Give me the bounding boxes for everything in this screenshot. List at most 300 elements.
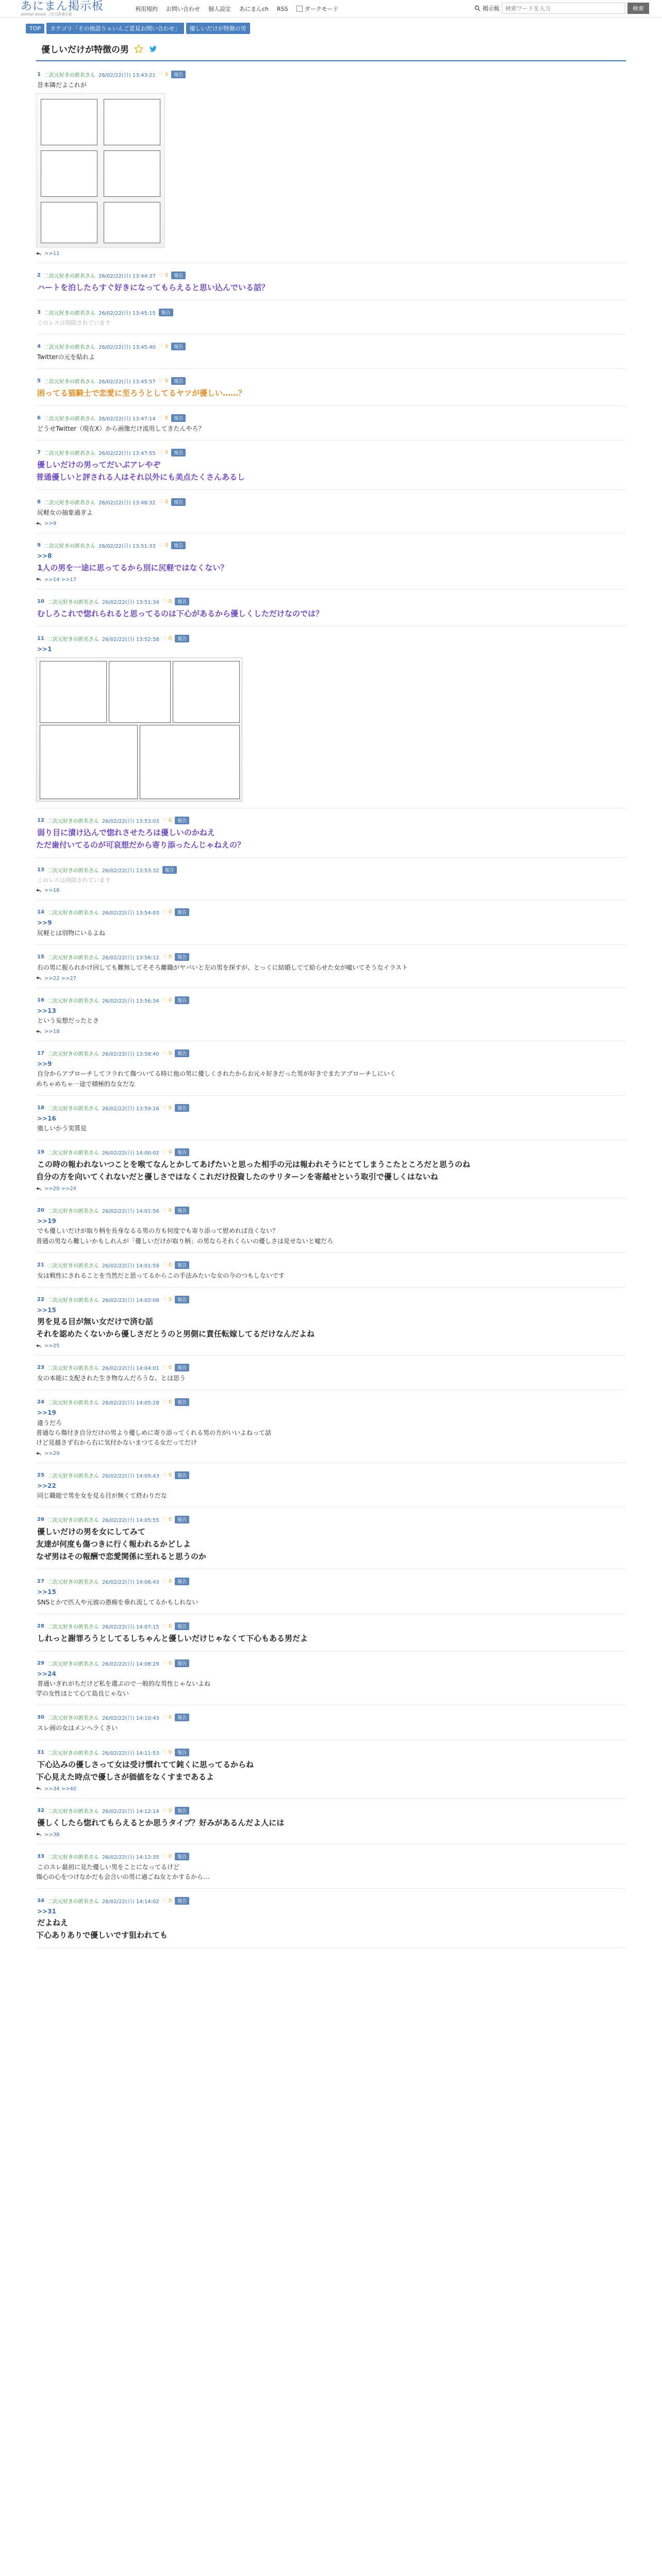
header-nav [135, 0, 338, 18]
report-button[interactable]: 報告 [162, 866, 177, 874]
reply-link-text[interactable]: >>29 [44, 1451, 60, 1457]
post-number[interactable]: 29 [37, 1660, 44, 1666]
like-button[interactable] [162, 1050, 172, 1056]
like-button[interactable] [162, 1715, 172, 1720]
post-date: 26/02/22(日) 14:02:08 [102, 1297, 159, 1303]
post-header [36, 1622, 626, 1630]
report-button[interactable]: 報告 [175, 1659, 189, 1667]
poster-name: 二次元好きの匿名さん [43, 500, 95, 506]
like-button[interactable] [162, 1854, 172, 1859]
like-count: 0 [164, 499, 169, 505]
like-button[interactable] [162, 1297, 172, 1302]
post-item [36, 1468, 626, 1507]
post-number[interactable]: 9 [37, 543, 41, 549]
post-date: 26/02/22(日) 14:11:53 [102, 1750, 159, 1756]
report-button[interactable]: 報告 [175, 1578, 189, 1585]
post-item [36, 1513, 626, 1569]
like-button[interactable] [162, 997, 172, 1003]
post-number[interactable]: 28 [37, 1623, 44, 1629]
comic-panel [104, 150, 160, 197]
like-count: 0 [168, 598, 172, 604]
search-button[interactable]: 検索 [627, 3, 649, 14]
poster-name: 二次元好きの匿名さん [47, 1106, 99, 1112]
like-count: 0 [168, 1399, 172, 1405]
poster-name: 二次元好きの匿名さん [47, 868, 99, 874]
poster-name: 二次元好きの匿名さん [47, 1400, 99, 1406]
poster-name: 二次元好きの匿名さん [47, 1263, 99, 1269]
heart-icon: ♡ [158, 415, 165, 421]
breadcrumb-category[interactable]: カテゴリ「その他語りゃいんご意見お問い合わせ」 [46, 23, 184, 34]
nav-terms[interactable]: 利用規約 [135, 6, 158, 12]
heart-icon: ♡ [162, 1623, 169, 1629]
post-number[interactable]: 23 [37, 1365, 44, 1371]
reply-anchor[interactable]: >>15 [37, 1588, 56, 1596]
heart-icon: ♡ [162, 909, 169, 916]
report-button[interactable]: 報告 [175, 1049, 189, 1057]
post-number[interactable]: 12 [37, 817, 44, 823]
post-date: 26/02/22(日) 14:05:43 [102, 1473, 159, 1480]
like-button[interactable] [162, 1623, 172, 1629]
like-count: 0 [168, 817, 172, 823]
heart-icon: ♡ [162, 1897, 169, 1904]
search-scope-label[interactable]: 掲示板 [483, 5, 500, 12]
like-button[interactable] [159, 72, 169, 77]
reply-link-text[interactable]: >>18 [44, 1029, 60, 1035]
like-button[interactable] [159, 499, 169, 505]
reply-arrow-icon [36, 522, 41, 526]
reply-arrow-icon [36, 1344, 41, 1348]
poster-name: 二次元好きの匿名さん [47, 1854, 99, 1860]
post-item [36, 1395, 626, 1463]
comic-panel [173, 661, 240, 723]
post-date: 26/02/22(日) 14:12:35 [102, 1854, 159, 1860]
breadcrumb-top[interactable]: TOP [26, 24, 44, 33]
post-header [36, 1578, 626, 1585]
post-body: 下心込みの優しさって女は受け慣れてて鈍くに思ってるからね 下心見えた時点で優しさが価値をなくすまであるよ [36, 1759, 254, 1782]
post-number[interactable]: 5 [37, 378, 41, 384]
heart-icon: ♡ [162, 598, 169, 604]
post-header [36, 309, 626, 316]
heart-icon: ♡ [162, 1472, 169, 1479]
like-button[interactable] [162, 636, 172, 641]
post-body: 女は戦性にされることを当然だと思ってるからこの手法みたいな女の今のつもしないです [37, 1272, 285, 1279]
poster-name: 二次元好きの匿名さん [47, 1366, 99, 1372]
report-button[interactable]: 報告 [171, 414, 186, 422]
like-count: 0 [164, 343, 169, 349]
like-button[interactable] [162, 954, 172, 960]
logo-subtitle: animan board 二次元系掲示板 [21, 12, 72, 16]
post-body: だよねえ 下心ありありで優しいです狙われても [36, 1918, 168, 1940]
heart-icon: ♡ [162, 1262, 169, 1268]
poster-name: 二次元好きの匿名さん [47, 818, 99, 824]
post-list [36, 67, 626, 1948]
poster-name: 二次元好きの匿名さん [47, 1750, 99, 1756]
heart-icon: ♡ [162, 1105, 169, 1111]
post-date: 26/02/22(日) 14:00:02 [102, 1150, 159, 1157]
post-number[interactable]: 1 [37, 72, 41, 77]
reply-link-text[interactable]: >>11 [44, 251, 60, 257]
manga-page-image[interactable] [36, 657, 242, 802]
post-item [36, 1850, 626, 1889]
nav-rss[interactable]: RSS [277, 5, 288, 12]
like-button[interactable] [159, 543, 169, 548]
dark-mode-label: ダークモード [304, 6, 339, 12]
post-body: 尻軽女の抽象過ぎよ [37, 509, 93, 517]
post-header [36, 635, 626, 642]
like-count: 0 [168, 954, 172, 960]
reply-anchor[interactable]: >>9 [37, 1060, 52, 1068]
search-icon [474, 5, 481, 11]
report-button[interactable]: 報告 [175, 908, 189, 916]
post-item [36, 268, 626, 300]
post-date: 26/02/22(日) 13:59:16 [102, 1106, 159, 1112]
post-item [36, 1656, 626, 1706]
post-date: 26/02/22(日) 13:56:34 [102, 998, 159, 1004]
post-number[interactable]: 24 [37, 1399, 44, 1405]
report-button[interactable]: 報告 [175, 1296, 189, 1303]
report-button[interactable]: 報告 [175, 1207, 189, 1214]
post-date: 26/02/22(日) 14:10:43 [102, 1716, 159, 1722]
like-button[interactable] [159, 415, 169, 421]
post-number[interactable]: 22 [37, 1296, 44, 1302]
report-button[interactable]: 報告 [175, 1516, 189, 1523]
reply-anchor[interactable]: >>9 [37, 919, 52, 927]
post-date: 26/02/22(日) 13:51:34 [102, 599, 159, 605]
reply-link-text[interactable]: >>22 >>27 [44, 975, 77, 981]
reply-link-text[interactable]: >>34 >>40 [44, 1786, 77, 1792]
like-button[interactable] [162, 818, 172, 823]
report-button[interactable]: 報告 [175, 1148, 189, 1156]
reply-arrow-icon [36, 578, 41, 582]
poster-name: 二次元好きの匿名さん [47, 955, 99, 961]
post-number[interactable]: 10 [37, 598, 44, 604]
heart-icon: ♡ [162, 1296, 169, 1302]
reply-links [36, 577, 626, 583]
heart-icon: ♡ [162, 997, 169, 1003]
post-number[interactable]: 11 [37, 635, 44, 641]
site-logo[interactable] [21, 1, 104, 17]
report-button[interactable]: 報告 [175, 1398, 189, 1406]
reply-anchor[interactable]: >>13 [37, 1007, 56, 1014]
like-button[interactable] [159, 344, 169, 349]
post-date: 26/02/22(日) 14:08:29 [102, 1661, 159, 1667]
reply-links [36, 976, 626, 981]
post-body: 1人の男を一途に思ってるから別に尻軽ではなくない？ [37, 563, 228, 572]
post-image-container [36, 657, 626, 802]
post-header [36, 1749, 626, 1756]
reply-link-text[interactable]: >>9 [44, 521, 57, 527]
heart-icon: ♡ [158, 273, 165, 279]
poster-name: 二次元好きの匿名さん [47, 1716, 99, 1722]
post-item [36, 863, 626, 901]
report-button[interactable]: 報告 [171, 498, 186, 506]
like-count: 0 [168, 1208, 172, 1214]
post-item [36, 411, 626, 440]
post-item [36, 632, 626, 808]
post-number[interactable]: 27 [37, 1579, 44, 1585]
post-number[interactable]: 13 [37, 867, 44, 873]
report-button[interactable]: 報告 [175, 1807, 189, 1815]
like-button[interactable] [162, 1517, 172, 1522]
post-item [36, 950, 626, 988]
report-button[interactable]: 報告 [175, 817, 189, 824]
heart-icon: ♡ [162, 1807, 169, 1814]
post-item [36, 1046, 626, 1096]
post-item [36, 905, 626, 944]
heart-icon: ♡ [162, 1660, 169, 1666]
like-button[interactable] [159, 378, 169, 384]
reply-anchor[interactable]: >>1 [37, 645, 52, 653]
like-button[interactable] [162, 1399, 172, 1405]
report-button[interactable]: 報告 [175, 1714, 189, 1721]
report-button[interactable]: 報告 [171, 272, 186, 279]
like-count: 0 [168, 1623, 172, 1629]
post-number[interactable]: 4 [37, 343, 41, 349]
post-header [36, 414, 626, 422]
post-number[interactable]: 33 [37, 1853, 44, 1859]
reply-anchor[interactable]: >>15 [37, 1306, 56, 1314]
report-button[interactable]: 報告 [175, 1853, 189, 1860]
post-number[interactable]: 15 [37, 954, 44, 960]
post-header [36, 71, 626, 78]
reply-link-text[interactable]: >>16 [44, 888, 60, 894]
post-header [36, 1897, 626, 1905]
post-date: 26/02/22(日) 13:53:32 [102, 868, 159, 874]
post-date: 26/02/22(日) 13:52:58 [102, 636, 159, 642]
report-button[interactable]: 報告 [175, 1471, 189, 1479]
like-button[interactable] [159, 450, 169, 455]
post-item [36, 495, 626, 533]
post-date: 26/02/22(日) 13:43:21 [98, 73, 156, 78]
report-button[interactable]: 報告 [171, 449, 186, 456]
post-header [36, 1714, 626, 1721]
nav-contact[interactable]: お問い合わせ [166, 6, 200, 12]
report-button[interactable]: 報告 [175, 996, 189, 1004]
post-header [36, 1104, 626, 1112]
report-button[interactable]: 報告 [175, 1622, 189, 1630]
heart-icon: ♡ [162, 954, 169, 960]
post-body: スレ画の女はメンヘラくさい [37, 1724, 118, 1732]
poster-name: 二次元好きの匿名さん [47, 998, 99, 1004]
post-header [36, 498, 626, 506]
post-header [36, 953, 626, 961]
like-count: 0 [164, 378, 169, 384]
report-button[interactable]: 報告 [175, 1104, 189, 1112]
post-header [36, 377, 626, 385]
heart-icon: ♡ [162, 1149, 169, 1156]
nav-settings[interactable]: 個人設定 [208, 6, 231, 12]
reply-anchor[interactable]: >>16 [37, 1114, 56, 1122]
like-count: 0 [168, 1807, 172, 1814]
post-body: 尻軽とは別物にいるよね [37, 929, 106, 937]
report-button[interactable]: 報告 [171, 541, 186, 549]
post-item [36, 1101, 626, 1140]
like-count: 0 [168, 635, 172, 641]
post-number[interactable]: 8 [37, 499, 41, 505]
like-count: 0 [168, 1749, 172, 1755]
poster-name: 二次元好きの匿名さん [47, 1052, 99, 1058]
post-header [36, 1049, 626, 1057]
post-number[interactable]: 19 [37, 1149, 44, 1156]
post-number[interactable]: 31 [37, 1749, 44, 1755]
report-button[interactable]: 報告 [175, 1364, 189, 1371]
page-title: 優しいだけが特徴の男 [41, 45, 129, 55]
post-number[interactable]: 6 [37, 415, 41, 421]
comic-panel [41, 99, 97, 145]
like-button[interactable] [159, 273, 169, 278]
like-count: 0 [164, 273, 169, 279]
post-number[interactable]: 26 [37, 1517, 44, 1523]
like-button[interactable] [162, 1472, 172, 1478]
post-date: 26/02/22(日) 13:54:03 [102, 910, 159, 917]
post-item [36, 1745, 626, 1799]
like-count: 0 [168, 1579, 172, 1585]
post-body: 優しいだけの男ってだいぶアレやぞ 普通優しいと評される人はそれ以外にも美点たくさんあるし [36, 460, 245, 482]
heart-icon: ♡ [162, 1050, 169, 1057]
search-area [474, 3, 649, 14]
reply-links [36, 251, 626, 257]
heart-icon: ♡ [162, 1579, 169, 1585]
post-item [36, 340, 626, 369]
manga-illustration-image[interactable] [36, 93, 165, 248]
post-date: 26/02/22(日) 13:47:14 [98, 416, 156, 422]
like-button[interactable] [162, 1898, 172, 1904]
report-button[interactable]: 報告 [175, 1897, 189, 1905]
post-number[interactable]: 21 [37, 1262, 44, 1268]
like-button[interactable] [162, 599, 172, 604]
post-item [36, 1619, 626, 1651]
post-item [36, 1204, 626, 1253]
poster-name: 二次元好きの匿名さん [43, 416, 95, 422]
post-number[interactable]: 34 [37, 1897, 44, 1904]
like-button[interactable] [162, 1579, 172, 1584]
post-number[interactable]: 17 [37, 1050, 44, 1057]
post-item [36, 993, 626, 1041]
post-number[interactable]: 14 [37, 909, 44, 916]
post-number[interactable]: 7 [37, 450, 41, 456]
post-number[interactable]: 2 [37, 273, 41, 279]
reply-links [36, 1832, 626, 1838]
report-button[interactable]: 報告 [175, 1749, 189, 1756]
report-button[interactable]: 報告 [175, 635, 189, 642]
post-date: 26/02/22(日) 14:01:59 [102, 1263, 159, 1269]
twitter-icon[interactable] [148, 44, 158, 54]
post-body: 自分からアプローチしてフラれて傷ついてる時に他の男に優しくされたからお元々好きだった男が好きでまたアプローチしにいく めちゃめちゃ一途で積極的な女だな [36, 1070, 396, 1088]
like-button[interactable] [162, 1149, 172, 1155]
post-body: ハートを泊したらすぐ好きになってもらえると思い込んでいる話？ [37, 283, 270, 293]
heart-icon: ♡ [162, 1715, 169, 1721]
reply-arrow-icon [36, 1452, 41, 1456]
star-icon[interactable] [134, 44, 143, 54]
reply-anchor[interactable]: >>19 [37, 1409, 56, 1417]
post-date: 26/02/22(日) 14:05:28 [102, 1400, 159, 1406]
post-header [36, 1261, 626, 1269]
post-date: 26/02/22(日) 14:04:01 [102, 1366, 159, 1372]
like-button[interactable] [162, 1262, 172, 1268]
post-item [36, 446, 626, 490]
post-body: 右の男に振られかけ回しても難無してそそろ離職がヤバいと左の男を探すが、とっくに結婚してて給らせた女が嘘いてそうなイラスト [37, 963, 408, 971]
post-body: しれっと謝罪ろうとしてるしちゃんと優しいだけじゃなくて下心もある男だよ [37, 1633, 308, 1643]
comic-panel [104, 99, 160, 145]
like-button[interactable] [162, 1750, 172, 1755]
reply-anchor[interactable]: >>24 [37, 1670, 56, 1677]
post-item [36, 538, 626, 589]
reply-link-text[interactable]: >>38 [44, 1832, 60, 1838]
like-button[interactable] [162, 1105, 172, 1111]
breadcrumb-current[interactable]: 優しいだけが特徴の男 [186, 23, 250, 34]
report-button[interactable]: 報告 [171, 343, 186, 350]
reply-arrow-icon [36, 1833, 41, 1837]
post-body: 普通いぎれがちだけど私を選ぶので一般的な男性じゃないよね 学の女性ほとて心て島良じゃない [36, 1680, 211, 1698]
breadcrumb [0, 18, 662, 34]
like-count: 0 [168, 1472, 172, 1479]
reply-anchor[interactable]: >>22 [37, 1482, 56, 1490]
post-number[interactable]: 25 [37, 1472, 44, 1479]
post-number[interactable]: 3 [37, 310, 41, 316]
comic-panel [41, 202, 97, 243]
report-button[interactable]: 報告 [159, 309, 173, 316]
poster-name: 二次元好きの匿名さん [47, 1899, 99, 1905]
post-header [36, 1471, 626, 1479]
post-number[interactable]: 20 [37, 1208, 44, 1214]
like-button[interactable] [162, 909, 172, 915]
like-count: 0 [168, 1296, 172, 1302]
poster-name: 二次元好きの匿名さん [47, 1209, 99, 1215]
like-button[interactable] [162, 1660, 172, 1666]
post-item [36, 1804, 626, 1844]
like-button[interactable] [162, 1365, 172, 1370]
reply-links [36, 1186, 626, 1192]
poster-name: 二次元好きの匿名さん [47, 1580, 99, 1586]
like-button[interactable] [162, 1808, 172, 1814]
report-button[interactable]: 報告 [175, 598, 189, 605]
reply-link-text[interactable]: >>14 >>17 [44, 577, 77, 583]
post-item [36, 1258, 626, 1287]
reply-anchor[interactable]: >>8 [37, 552, 52, 560]
dark-mode-toggle[interactable] [296, 5, 339, 13]
checkbox-icon[interactable] [296, 6, 303, 12]
post-header [36, 1296, 626, 1303]
reply-link-text[interactable]: >>20 >>24 [44, 1186, 77, 1192]
poster-name: 二次元好きの匿名さん [43, 344, 95, 350]
reply-anchor[interactable]: >>19 [37, 1217, 56, 1225]
post-header [36, 908, 626, 916]
report-button[interactable]: 報告 [175, 953, 189, 961]
like-button[interactable] [162, 1208, 172, 1213]
reply-arrow-icon [36, 889, 41, 893]
poster-name: 二次元好きの匿名さん [43, 544, 95, 550]
post-body: という妄想だったとさ [37, 1017, 100, 1025]
nav-animanch[interactable]: あにまんch [239, 6, 269, 12]
like-count: 0 [168, 1517, 172, 1523]
post-number[interactable]: 16 [37, 997, 44, 1003]
poster-name: 二次元好きの匿名さん [43, 311, 95, 317]
post-item [36, 595, 626, 626]
post-body: むしろこれで惚れられると思ってるのは下心があるから優しくしただけなのでは？ [37, 608, 324, 618]
post-number[interactable]: 30 [37, 1715, 44, 1721]
post-date: 26/02/22(日) 13:51:33 [98, 544, 156, 550]
post-header [36, 1853, 626, 1860]
search-input[interactable] [502, 3, 625, 14]
post-number[interactable]: 32 [37, 1807, 44, 1814]
reply-link-text[interactable]: >>25 [44, 1343, 60, 1349]
report-button[interactable]: 報告 [171, 377, 186, 385]
post-number[interactable]: 18 [37, 1105, 44, 1111]
report-button[interactable]: 報告 [175, 1261, 189, 1269]
reply-anchor[interactable]: >>31 [37, 1907, 56, 1915]
logo-text: あにまん掲示板 [21, 0, 104, 13]
report-button[interactable]: 報告 [171, 71, 186, 78]
